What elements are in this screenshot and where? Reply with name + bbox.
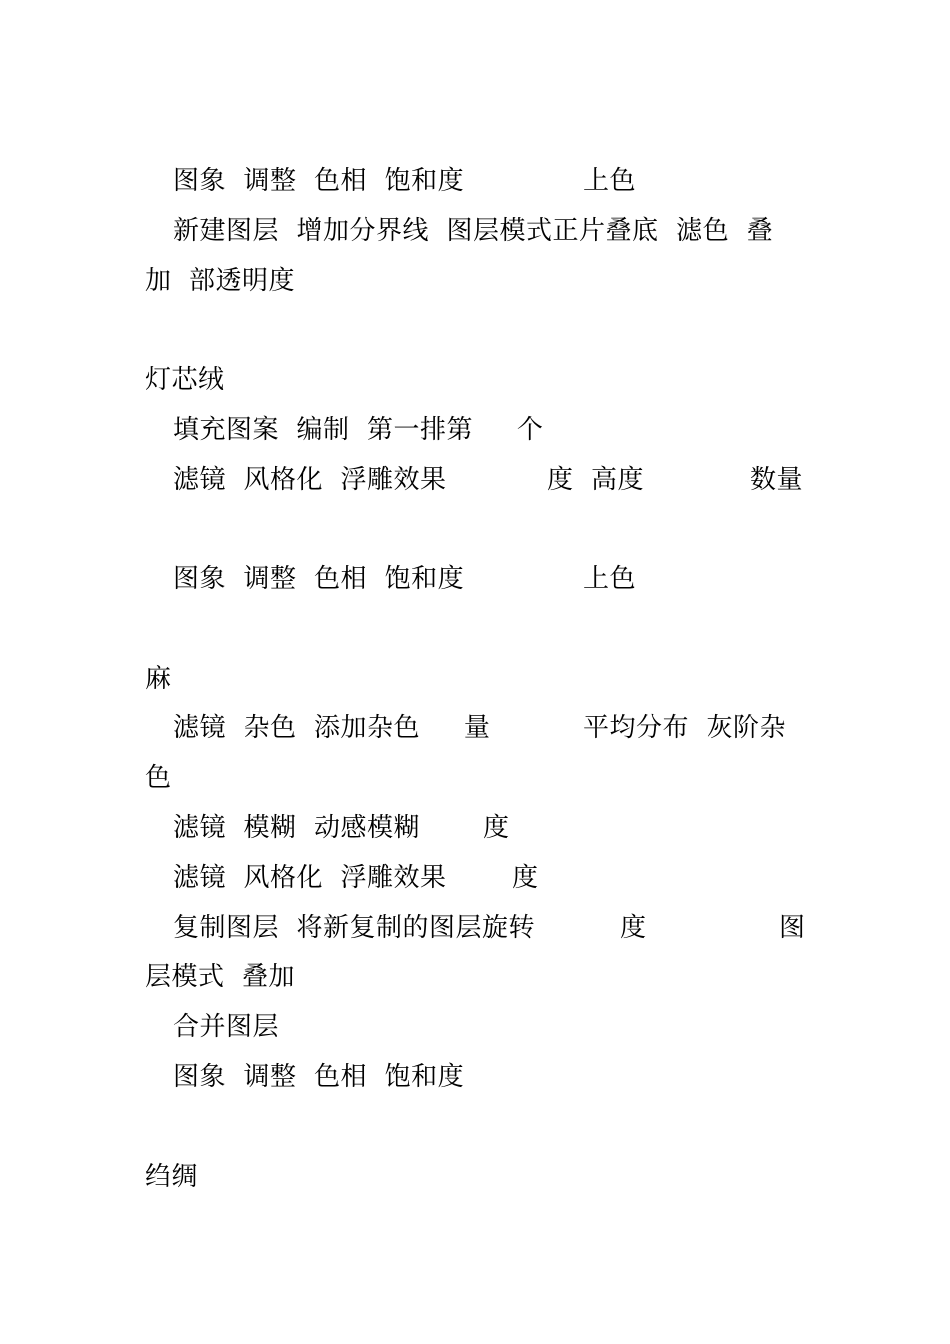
- text-line: 图象 调整 色相 饱和度: [173, 564, 465, 594]
- text-line: 度: [620, 913, 647, 943]
- text-line: 滤镜 模糊 动感模糊: [173, 813, 421, 843]
- section-heading: 绉绸: [145, 1162, 199, 1192]
- text-line: 填充图案 编制 第一排第 个: [173, 415, 544, 445]
- text-line: 图象 调整 色相 饱和度: [173, 166, 465, 196]
- text-line: 滤镜 风格化 浮雕效果: [173, 465, 447, 495]
- text-line: 度: [512, 863, 539, 893]
- text-line: 滤镜 风格化 浮雕效果: [173, 863, 447, 893]
- text-line: 图: [779, 913, 806, 943]
- text-line: 度 高度: [547, 465, 645, 495]
- section-heading: 灯芯绒: [145, 365, 225, 395]
- text-line: 度: [483, 813, 510, 843]
- text-line: 平均分布 灰阶杂: [583, 713, 787, 743]
- text-line: 上色: [583, 564, 637, 594]
- text-line: 数量: [750, 465, 804, 495]
- text-line: 滤镜 杂色 添加杂色 量: [173, 713, 491, 743]
- text-line: 上色: [583, 166, 637, 196]
- text-line: 色: [145, 763, 172, 793]
- section-heading: 麻: [145, 664, 172, 694]
- text-line: 合并图层: [173, 1012, 280, 1042]
- text-line: 加 部透明度: [145, 266, 296, 296]
- text-line: 层模式 叠加: [145, 962, 296, 992]
- text-line: 图象 调整 色相 饱和度: [173, 1062, 465, 1092]
- text-line: 复制图层 将新复制的图层旋转: [173, 913, 536, 943]
- text-line: 新建图层 增加分界线 图层模式正片叠底 滤色 叠: [173, 216, 774, 246]
